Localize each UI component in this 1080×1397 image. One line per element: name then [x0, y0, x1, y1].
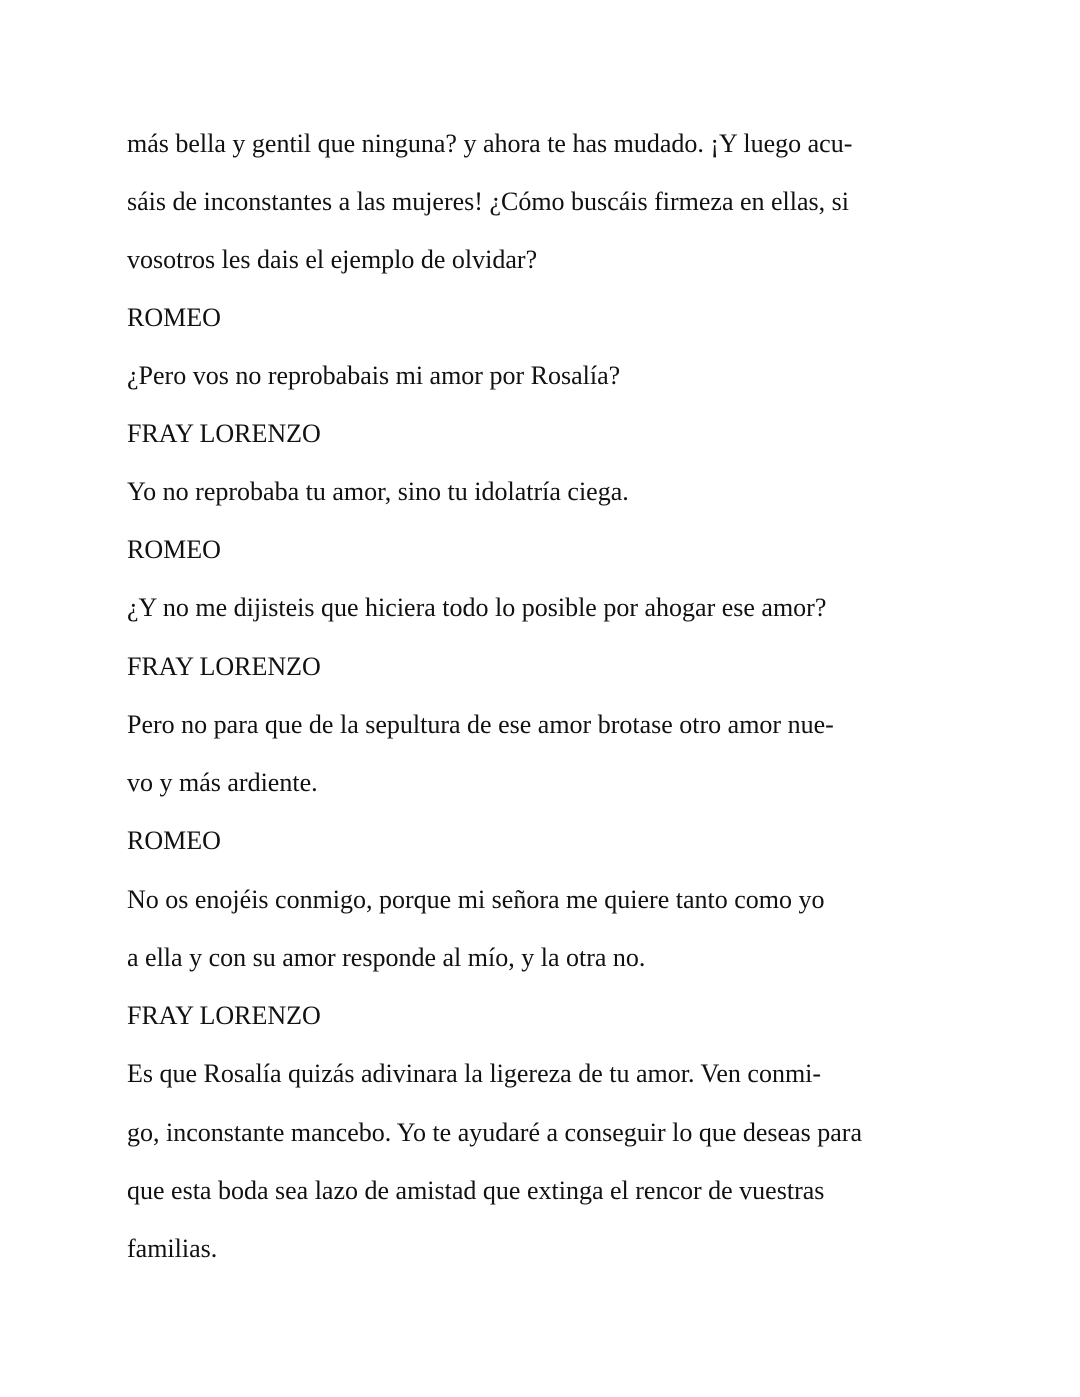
dialogue-text: ¿Pero vos no reprobabais mi amor por Rosalía? [127, 361, 621, 390]
speaker-name: FRAY LORENZO [127, 652, 321, 681]
dialogue-text: vosotros les dais el ejemplo de olvidar? [127, 245, 538, 274]
speaker-name: ROMEO [127, 826, 221, 855]
dialogue-text: ¿Y no me dijisteis que hiciera todo lo posible por ahogar ese amor? [127, 593, 827, 622]
dialogue-text: a ella y con su amor responde al mío, y la otra no. [127, 943, 646, 972]
speaker-name: ROMEO [127, 535, 221, 564]
dialogue-text: familias. [127, 1234, 218, 1263]
dialogue-text: Yo no reprobaba tu amor, sino tu idolatría ciega. [127, 477, 629, 506]
dialogue-text: Pero no para que de la sepultura de ese amor brotase otro amor nue- [127, 710, 834, 739]
speaker-name: FRAY LORENZO [127, 419, 321, 448]
dialogue-text: más bella y gentil que ninguna? y ahora te has mudado. ¡Y luego acu- [127, 129, 853, 158]
speaker-name: FRAY LORENZO [127, 1001, 321, 1030]
dialogue-text: go, inconstante mancebo. Yo te ayudaré a conseguir lo que deseas para [127, 1118, 862, 1147]
dialogue-text: que esta boda sea lazo de amistad que extinga el rencor de vuestras [127, 1176, 825, 1205]
dialogue-text: Es que Rosalía quizás adivinara la ligereza de tu amor. Ven conmi- [127, 1059, 822, 1088]
dialogue-text: sáis de inconstantes a las mujeres! ¿Cómo buscáis firmeza en ellas, si [127, 187, 850, 216]
speaker-name: ROMEO [127, 303, 221, 332]
dialogue-text: vo y más ardiente. [127, 768, 318, 797]
dialogue-text: No os enojéis conmigo, porque mi señora me quiere tanto como yo [127, 885, 825, 914]
